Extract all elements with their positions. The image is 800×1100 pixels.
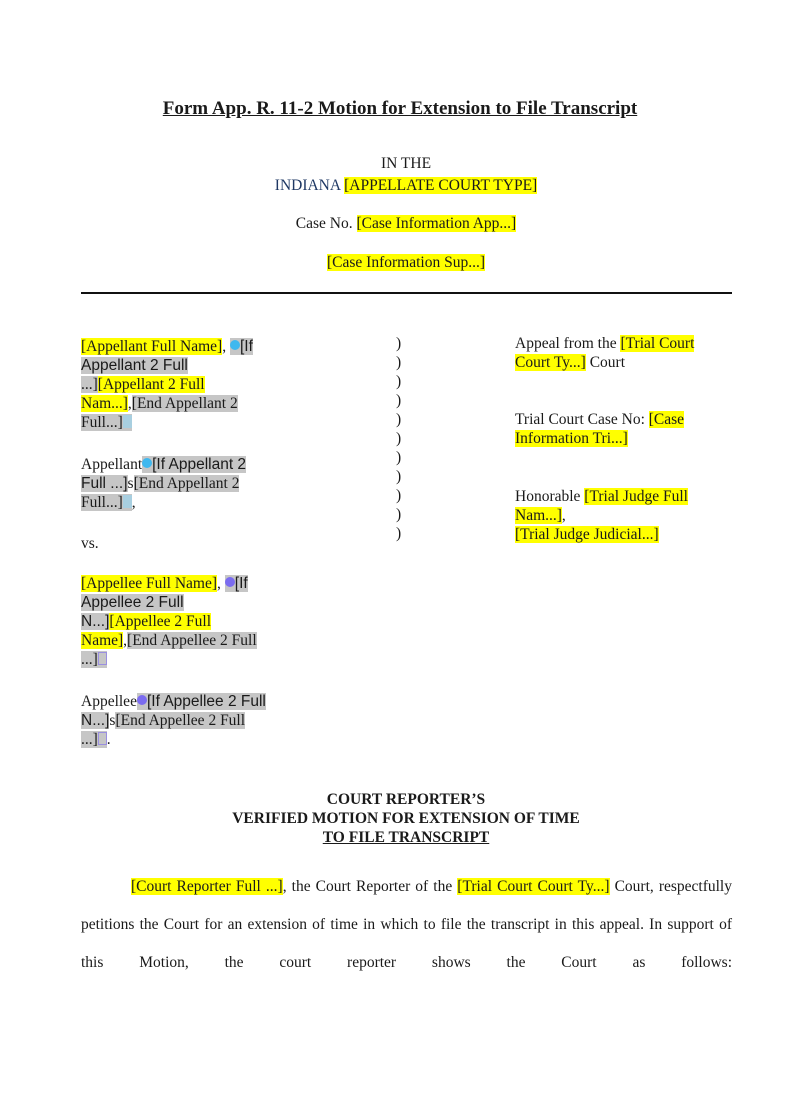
paren: ) (396, 354, 402, 371)
body-paragraph (81, 868, 732, 982)
if-appellee2-plural-text[interactable]: N...] (81, 712, 110, 729)
paren: ) (396, 449, 402, 466)
appeal-from-block (515, 334, 725, 372)
paren: ) (396, 335, 402, 352)
caption-in-the: IN THE (380, 155, 432, 172)
trial-case-info-field[interactable]: Information Tri...] (515, 430, 628, 447)
if-appellant2-plural-conditional[interactable] (142, 456, 246, 473)
versus-label: vs. (81, 535, 99, 552)
conditional-marker-icon (142, 458, 152, 468)
comma: , (131, 494, 136, 511)
period: . (106, 731, 111, 748)
end-appellant2-text[interactable]: Full...] (81, 414, 123, 431)
end-appellee2-plural-text[interactable]: ...] (81, 731, 98, 748)
trial-case-no-label: Trial Court Case No: (515, 411, 645, 428)
if-appellee2-text[interactable]: N...] (81, 613, 110, 630)
if-appellee2-conditional[interactable] (225, 575, 248, 592)
body-text: Court, respectfully petitions the Court for an extension of time in which to file the transcript in this appeal. In support of this Motion, the court reporter shows the Court as follows: (81, 878, 732, 971)
trial-judge-name-field[interactable]: Nam...] (515, 507, 562, 524)
court-reporter-name-field[interactable]: [Court Reporter Full ...] (131, 878, 283, 895)
end-appellee2-text[interactable]: ...] (81, 651, 98, 668)
caption-divider (81, 292, 732, 294)
end-marker-icon (123, 495, 132, 508)
appellate-court-type-field[interactable]: [APPELLATE COURT TYPE] (344, 177, 538, 194)
case-number-line (0, 215, 800, 233)
trial-case-info-field[interactable]: [Case (648, 411, 685, 428)
appellant-block (81, 337, 281, 432)
trial-court-type-field[interactable]: [Trial Court Court Ty...] (457, 878, 610, 895)
paren: ) (396, 506, 402, 523)
case-info-sup-line (0, 254, 800, 272)
motion-heading-line: COURT REPORTER’S (326, 791, 486, 808)
comma: , (217, 575, 221, 592)
court-word: Court (589, 354, 626, 371)
state-name: INDIANA (274, 177, 341, 194)
if-appellee2-text[interactable]: Appellee 2 Full (81, 594, 184, 611)
if-appellant2-plural-text[interactable]: Full ...] (81, 475, 128, 492)
comma: , (222, 338, 227, 355)
appellant-label: Appellant (81, 456, 143, 473)
end-marker-icon (123, 415, 132, 428)
caption-court-line (0, 177, 800, 195)
if-appellant2-conditional[interactable] (230, 338, 253, 355)
if-appellant2-text[interactable]: Appellant 2 Full (81, 357, 188, 374)
trial-judge-judicial-field[interactable]: [Trial Judge Judicial...] (515, 526, 659, 543)
comma: , (127, 395, 132, 412)
paren: ) (396, 468, 402, 485)
motion-heading (0, 790, 800, 847)
trial-judge-block (515, 487, 725, 544)
appellant2-name-field[interactable]: Nam...] (81, 395, 128, 412)
appellee-label-block (81, 692, 281, 749)
appellee2-name-field[interactable]: [Appellee 2 Full (109, 613, 212, 630)
case-info-app-field[interactable]: [Case Information App...] (356, 215, 517, 232)
end-appellee2-conditional[interactable]: [End Appellee 2 Full (127, 632, 257, 649)
conditional-marker-icon (225, 577, 235, 587)
trial-court-type-field[interactable]: [Trial Court (620, 335, 695, 352)
end-appellee2-plural-conditional[interactable]: [End Appellee 2 Full (115, 712, 246, 729)
if-appellant2-plural-text: [If Appellant 2 (152, 456, 247, 473)
case-no-label: Case No. (295, 215, 353, 232)
motion-heading-line: TO FILE TRANSCRIPT (322, 829, 490, 846)
conditional-marker-icon (230, 340, 240, 350)
motion-heading-line: VERIFIED MOTION FOR EXTENSION OF TIME (232, 810, 580, 827)
trial-case-number-block (515, 410, 725, 448)
if-appellant2-text: [If (239, 338, 253, 355)
paren: ) (396, 430, 402, 447)
comma: , (561, 507, 566, 524)
trial-judge-name-field[interactable]: [Trial Judge Full (584, 488, 688, 505)
end-appellant2-plural-text[interactable]: Full...] (81, 494, 123, 511)
appellee-name-field[interactable]: [Appellee Full Name] (81, 575, 218, 592)
appellant-name-field[interactable]: [Appellant Full Name] (81, 338, 223, 355)
appellee-label: Appellee (81, 693, 137, 710)
honorable-label: Honorable (515, 488, 581, 505)
paren: ) (396, 487, 402, 504)
conditional-marker-icon (137, 695, 147, 705)
if-appellee2-plural-text: [If Appellee 2 Full (146, 693, 266, 710)
paren: ) (396, 392, 402, 409)
comma: , (123, 632, 128, 649)
appellant2-name-field[interactable]: [Appellant 2 Full (97, 376, 205, 393)
if-appellant2-text[interactable]: ...] (81, 376, 98, 393)
appellant-label-block (81, 455, 281, 512)
paren: ) (396, 411, 402, 428)
if-appellee2-plural-conditional[interactable] (137, 693, 266, 710)
plural-suffix: s (127, 475, 134, 492)
end-appellant2-conditional[interactable]: [End Appellant 2 (131, 395, 238, 412)
case-info-sup-field[interactable]: [Case Information Sup...] (327, 254, 485, 271)
end-appellant2-plural-conditional[interactable]: [End Appellant 2 (133, 475, 240, 492)
appeal-from-label: Appeal from the (515, 335, 617, 352)
paren: ) (396, 373, 402, 390)
plural-suffix: s (109, 712, 116, 729)
if-appellee2-text: [If (234, 575, 248, 592)
appellee-block (81, 574, 281, 669)
caption-parentheses (396, 334, 401, 543)
paren: ) (396, 525, 402, 542)
trial-court-type-field[interactable]: Court Ty...] (515, 354, 586, 371)
body-text: , the Court Reporter of the (282, 878, 458, 895)
form-title: Form App. R. 11-2 Motion for Extension to File Transcript (162, 98, 638, 119)
appellee2-name-field[interactable]: Name] (81, 632, 124, 649)
end-marker-icon (98, 652, 107, 665)
end-marker-icon (98, 732, 107, 745)
